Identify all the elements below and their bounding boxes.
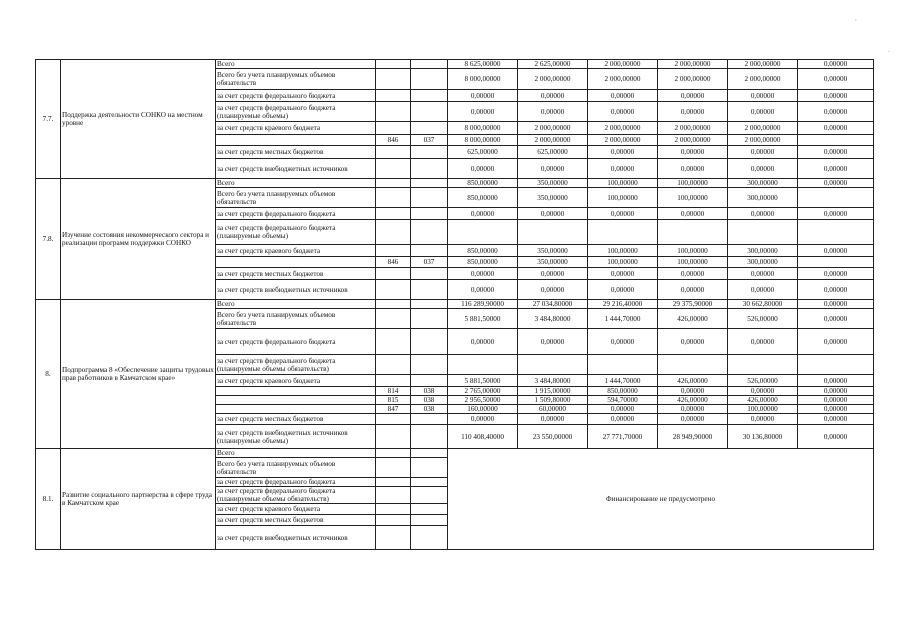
year-amount: 2 765,00000 <box>448 387 518 396</box>
funding-source: за счет средств местных бюджетов <box>216 414 376 425</box>
funding-source: за счет средств внебюджетных источников (планируемые объемы) <box>216 425 376 449</box>
year-amount: 0,00000 <box>728 414 798 425</box>
year-amount: 0,00000 <box>658 280 728 300</box>
year-amount: 0,00000 <box>518 102 588 122</box>
funding-source: за счет средств федерального бюджета <box>216 208 376 220</box>
year-amount: 850,00000 <box>448 257 518 268</box>
year-amount: 0,00000 <box>798 69 874 90</box>
year-amount: 116 289,90000 <box>448 300 518 309</box>
funding-source: за счет средств местных бюджетов <box>216 515 376 526</box>
section-title: Подпрограмма 8 «Обеспечение защиты трудовых прав работников в Камчатском крае» <box>61 300 216 449</box>
year-amount: 2 000,00000 <box>728 122 798 135</box>
program-code <box>411 515 448 526</box>
year-amount <box>798 135 874 146</box>
funding-source <box>216 396 376 405</box>
year-amount: 0,00000 <box>518 414 588 425</box>
year-amount: 0,00000 <box>448 280 518 300</box>
funding-source: за счет средств краевого бюджета <box>216 504 376 515</box>
year-amount: 300,00000 <box>728 179 798 188</box>
admin-code <box>376 300 411 309</box>
year-amount: 100,00000 <box>658 179 728 188</box>
year-amount: 850,00000 <box>588 387 658 396</box>
program-code: 037 <box>411 257 448 268</box>
admin-code <box>376 526 411 550</box>
admin-code: 846 <box>376 135 411 146</box>
admin-code: 846 <box>376 257 411 268</box>
year-amount: 0,00000 <box>798 405 874 414</box>
program-code <box>411 122 448 135</box>
year-amount: 350,00000 <box>518 179 588 188</box>
admin-code: 847 <box>376 405 411 414</box>
year-amount: 0,00000 <box>658 159 728 179</box>
year-amount: 0,00000 <box>448 208 518 220</box>
program-code <box>411 329 448 355</box>
section-title: Изучение состояния некоммерческого сектора и реализации программ поддержки СОНКО <box>61 179 216 300</box>
year-amount <box>798 220 874 245</box>
year-amount: 0,00000 <box>658 90 728 102</box>
year-amount: 1 444,70000 <box>588 375 658 387</box>
funding-source: за счет средств федерального бюджета <box>216 90 376 102</box>
program-code <box>411 179 448 188</box>
year-amount: 0,00000 <box>798 268 874 280</box>
admin-code <box>376 69 411 90</box>
section-title: Развитие социального партнерства в сфере труда в Камчатском крае <box>61 449 216 550</box>
funding-source: за счет средств местных бюджетов <box>216 146 376 159</box>
year-amount: 100,00000 <box>588 179 658 188</box>
year-amount: 350,00000 <box>518 257 588 268</box>
year-amount: 426,00000 <box>658 375 728 387</box>
admin-code: 815 <box>376 396 411 405</box>
year-amount: 8 000,00000 <box>448 122 518 135</box>
year-amount: 0,00000 <box>798 425 874 449</box>
year-amount: 0,00000 <box>798 414 874 425</box>
program-code: 037 <box>411 135 448 146</box>
year-amount: 28 949,90000 <box>658 425 728 449</box>
admin-code <box>376 90 411 102</box>
program-code <box>411 102 448 122</box>
year-amount: 350,00000 <box>518 188 588 208</box>
program-code <box>411 146 448 159</box>
year-amount: 29 375,90000 <box>658 300 728 309</box>
year-amount: 2 625,00000 <box>518 60 588 69</box>
year-amount: 30 662,80000 <box>728 300 798 309</box>
admin-code <box>376 515 411 526</box>
year-amount: 0,00000 <box>448 414 518 425</box>
year-amount: 625,00000 <box>448 146 518 159</box>
funding-source: за счет средств внебюджетных источников <box>216 526 376 550</box>
program-code <box>411 526 448 550</box>
year-amount <box>798 188 874 208</box>
program-code: 038 <box>411 396 448 405</box>
program-code <box>411 69 448 90</box>
funding-source: Всего <box>216 449 376 458</box>
year-amount: 0,00000 <box>658 208 728 220</box>
table-row <box>36 60 874 69</box>
year-amount <box>588 355 658 375</box>
year-amount: 5 881,50000 <box>448 375 518 387</box>
admin-code <box>376 375 411 387</box>
funding-source <box>216 405 376 414</box>
year-amount: 3 484,80000 <box>518 309 588 329</box>
year-amount: 5 881,50000 <box>448 309 518 329</box>
section-number: 7.8. <box>36 179 61 300</box>
program-code <box>411 414 448 425</box>
admin-code <box>376 146 411 159</box>
year-amount: 0,00000 <box>798 329 874 355</box>
section-number: 7.7. <box>36 60 61 179</box>
funding-source: за счет средств федерального бюджета (планируемые объемы) <box>216 220 376 245</box>
funding-source: Всего без учета планируемых объемов обязательств <box>216 69 376 90</box>
year-amount: 0,00000 <box>728 268 798 280</box>
year-amount: 0,00000 <box>448 90 518 102</box>
budget-table <box>35 59 874 550</box>
program-code <box>411 245 448 257</box>
year-amount: 0,00000 <box>798 208 874 220</box>
year-amount: 0,00000 <box>798 300 874 309</box>
admin-code <box>376 245 411 257</box>
year-amount <box>448 220 518 245</box>
funding-source: Всего <box>216 60 376 69</box>
table-row <box>36 300 874 309</box>
year-amount: 526,00000 <box>728 375 798 387</box>
admin-code <box>376 159 411 179</box>
year-amount: 1 444,70000 <box>588 309 658 329</box>
year-amount: 0,00000 <box>588 268 658 280</box>
year-amount: 3 484,80000 <box>518 375 588 387</box>
program-code <box>411 425 448 449</box>
year-amount: 0,00000 <box>658 414 728 425</box>
year-amount: 0,00000 <box>728 280 798 300</box>
year-amount: 100,00000 <box>588 257 658 268</box>
program-code <box>411 280 448 300</box>
year-amount: 0,00000 <box>798 102 874 122</box>
year-amount: 0,00000 <box>658 405 728 414</box>
funding-source <box>216 257 376 268</box>
funding-source: за счет средств федерального бюджета (планируемые объемы) <box>216 102 376 122</box>
year-amount: 2 000,00000 <box>518 122 588 135</box>
section-number: 8.1. <box>36 449 61 550</box>
year-amount: 0,00000 <box>728 90 798 102</box>
year-amount: 110 408,40000 <box>448 425 518 449</box>
admin-code <box>376 458 411 478</box>
funding-source: за счет средств федерального бюджета (планируемые объемы обязательств) <box>216 487 376 504</box>
program-code: 038 <box>411 387 448 396</box>
page-mark-dot: . <box>888 46 890 54</box>
admin-code <box>376 478 411 487</box>
program-code <box>411 504 448 515</box>
admin-code: 814 <box>376 387 411 396</box>
year-amount: 100,00000 <box>658 245 728 257</box>
funding-source <box>216 387 376 396</box>
funding-source: Всего без учета планируемых объемов обязательств <box>216 458 376 478</box>
admin-code <box>376 329 411 355</box>
admin-code <box>376 60 411 69</box>
program-code <box>411 208 448 220</box>
funding-source: за счет средств федерального бюджета <box>216 478 376 487</box>
year-amount: 300,00000 <box>728 188 798 208</box>
year-amount: 2 000,00000 <box>658 122 728 135</box>
admin-code <box>376 102 411 122</box>
year-amount: 594,70000 <box>588 396 658 405</box>
year-amount: 426,00000 <box>728 396 798 405</box>
funding-source: Всего без учета планируемых объемов обязательств <box>216 309 376 329</box>
year-amount: 0,00000 <box>728 159 798 179</box>
funding-source: Всего <box>216 179 376 188</box>
year-amount: 350,00000 <box>518 245 588 257</box>
year-amount: 0,00000 <box>588 329 658 355</box>
year-amount: 0,00000 <box>518 90 588 102</box>
admin-code <box>376 414 411 425</box>
year-amount <box>658 355 728 375</box>
program-code <box>411 449 448 458</box>
year-amount: 850,00000 <box>448 188 518 208</box>
year-amount: 2 000,00000 <box>728 69 798 90</box>
year-amount <box>728 355 798 375</box>
section-number: 8. <box>36 300 61 449</box>
program-code <box>411 60 448 69</box>
year-amount: 0,00000 <box>728 387 798 396</box>
year-amount: 850,00000 <box>448 245 518 257</box>
program-code <box>411 478 448 487</box>
year-amount: 0,00000 <box>588 208 658 220</box>
admin-code <box>376 208 411 220</box>
year-amount: 100,00000 <box>728 405 798 414</box>
admin-code <box>376 309 411 329</box>
year-amount: 8 000,00000 <box>448 69 518 90</box>
table-row <box>36 449 874 458</box>
admin-code <box>376 449 411 458</box>
year-amount: 0,00000 <box>448 102 518 122</box>
program-code <box>411 188 448 208</box>
funding-source: Всего без учета планируемых объемов обязательств <box>216 188 376 208</box>
no-funding-note: Финансирование не предусмотрено <box>448 449 874 550</box>
program-code <box>411 355 448 375</box>
year-amount: 100,00000 <box>658 188 728 208</box>
year-amount: 2 000,00000 <box>588 135 658 146</box>
admin-code <box>376 122 411 135</box>
program-code <box>411 375 448 387</box>
year-amount: 0,00000 <box>798 387 874 396</box>
year-amount: 300,00000 <box>728 245 798 257</box>
year-amount: 2 000,00000 <box>658 60 728 69</box>
year-amount: 625,00000 <box>518 146 588 159</box>
section-title: Поддержка деятельности СОНКО на местном уровне <box>61 60 216 179</box>
year-amount: 0,00000 <box>798 146 874 159</box>
year-amount: 0,00000 <box>448 159 518 179</box>
funding-source: за счет средств внебюджетных источников <box>216 280 376 300</box>
year-amount: 100,00000 <box>658 257 728 268</box>
admin-code <box>376 280 411 300</box>
year-amount: 0,00000 <box>588 146 658 159</box>
year-amount: 0,00000 <box>448 268 518 280</box>
year-amount <box>798 257 874 268</box>
program-code <box>411 220 448 245</box>
admin-code <box>376 425 411 449</box>
year-amount: 0,00000 <box>518 280 588 300</box>
year-amount: 0,00000 <box>588 102 658 122</box>
year-amount: 0,00000 <box>518 268 588 280</box>
year-amount: 2 000,00000 <box>728 60 798 69</box>
year-amount: 0,00000 <box>658 387 728 396</box>
program-code <box>411 487 448 504</box>
admin-code <box>376 355 411 375</box>
funding-source: за счет средств местных бюджетов <box>216 268 376 280</box>
admin-code <box>376 487 411 504</box>
funding-source: Всего <box>216 300 376 309</box>
admin-code <box>376 179 411 188</box>
funding-source: за счет средств федерального бюджета <box>216 329 376 355</box>
year-amount: 0,00000 <box>728 146 798 159</box>
year-amount: 2 000,00000 <box>588 69 658 90</box>
year-amount: 0,00000 <box>448 329 518 355</box>
year-amount: 2 000,00000 <box>658 135 728 146</box>
page-mark-comma: , <box>855 14 857 22</box>
year-amount: 0,00000 <box>588 159 658 179</box>
funding-source: за счет средств краевого бюджета <box>216 122 376 135</box>
year-amount: 29 216,40000 <box>588 300 658 309</box>
year-amount: 0,00000 <box>798 60 874 69</box>
admin-code <box>376 188 411 208</box>
year-amount: 0,00000 <box>798 179 874 188</box>
year-amount: 2 000,00000 <box>728 135 798 146</box>
year-amount: 0,00000 <box>798 280 874 300</box>
year-amount: 1 915,00000 <box>518 387 588 396</box>
year-amount: 2 000,00000 <box>588 122 658 135</box>
year-amount: 0,00000 <box>518 329 588 355</box>
year-amount: 2 000,00000 <box>518 69 588 90</box>
year-amount <box>798 355 874 375</box>
year-amount: 100,00000 <box>588 188 658 208</box>
year-amount: 0,00000 <box>658 146 728 159</box>
year-amount: 2 000,00000 <box>518 135 588 146</box>
year-amount: 0,00000 <box>588 90 658 102</box>
funding-source <box>216 135 376 146</box>
year-amount: 160,00000 <box>448 405 518 414</box>
year-amount: 0,00000 <box>728 329 798 355</box>
year-amount: 0,00000 <box>798 245 874 257</box>
year-amount: 0,00000 <box>658 102 728 122</box>
year-amount: 2 000,00000 <box>658 69 728 90</box>
program-code <box>411 90 448 102</box>
year-amount <box>518 220 588 245</box>
year-amount: 526,00000 <box>728 309 798 329</box>
year-amount <box>518 355 588 375</box>
year-amount: 60,00000 <box>518 405 588 414</box>
program-code <box>411 458 448 478</box>
program-code <box>411 268 448 280</box>
year-amount: 0,00000 <box>798 90 874 102</box>
year-amount: 27 034,80000 <box>518 300 588 309</box>
year-amount: 0,00000 <box>798 375 874 387</box>
year-amount: 0,00000 <box>798 122 874 135</box>
year-amount: 0,00000 <box>798 159 874 179</box>
year-amount: 100,00000 <box>588 245 658 257</box>
year-amount: 2 000,00000 <box>588 60 658 69</box>
year-amount: 0,00000 <box>728 208 798 220</box>
year-amount: 0,00000 <box>588 414 658 425</box>
year-amount: 0,00000 <box>588 280 658 300</box>
year-amount: 0,00000 <box>798 396 874 405</box>
year-amount: 0,00000 <box>798 309 874 329</box>
funding-source: за счет средств краевого бюджета <box>216 375 376 387</box>
year-amount <box>728 220 798 245</box>
funding-source: за счет средств внебюджетных источников <box>216 159 376 179</box>
year-amount: 1 509,80000 <box>518 396 588 405</box>
year-amount: 0,00000 <box>658 329 728 355</box>
table-row <box>36 179 874 188</box>
year-amount: 0,00000 <box>728 102 798 122</box>
year-amount: 0,00000 <box>658 268 728 280</box>
program-code <box>411 159 448 179</box>
year-amount: 0,00000 <box>588 405 658 414</box>
year-amount: 300,00000 <box>728 257 798 268</box>
year-amount: 30 136,80000 <box>728 425 798 449</box>
year-amount <box>658 220 728 245</box>
year-amount: 8 000,00000 <box>448 135 518 146</box>
year-amount <box>588 220 658 245</box>
year-amount: 27 771,70000 <box>588 425 658 449</box>
admin-code <box>376 268 411 280</box>
year-amount: 850,00000 <box>448 179 518 188</box>
program-code <box>411 300 448 309</box>
year-amount: 2 956,50000 <box>448 396 518 405</box>
admin-code <box>376 504 411 515</box>
funding-source: за счет средств федерального бюджета (планируемые объемы обязательств) <box>216 355 376 375</box>
year-amount: 0,00000 <box>518 159 588 179</box>
year-amount: 8 625,00000 <box>448 60 518 69</box>
admin-code <box>376 220 411 245</box>
year-amount: 426,00000 <box>658 396 728 405</box>
year-amount: 0,00000 <box>518 208 588 220</box>
year-amount: 23 550,00000 <box>518 425 588 449</box>
funding-source: за счет средств краевого бюджета <box>216 245 376 257</box>
program-code: 038 <box>411 405 448 414</box>
program-code <box>411 309 448 329</box>
year-amount <box>448 355 518 375</box>
year-amount: 426,00000 <box>658 309 728 329</box>
